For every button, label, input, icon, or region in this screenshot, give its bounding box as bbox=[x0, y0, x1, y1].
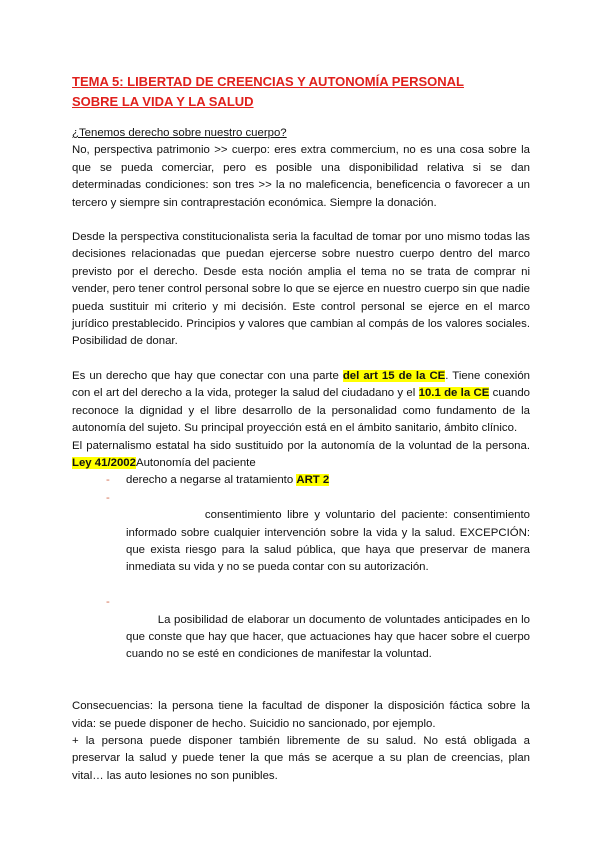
paragraph-patrimonio: No, perspectiva patrimonio >> cuerpo: eres extra commercium, no es una cosa sobre la que se pueda comerciar, pero es posible una disponibilidad relativa si se dan determinadas condiciones: son tres >> la no maleficencia, beneficencia o favorecer a un tercero y siempre sin contraprestación económica. Siempre la donación. bbox=[72, 144, 530, 209]
text-run: . Tiene conexión con el art del derecho a la vida, proteger la salud del ciudadano y el bbox=[72, 369, 530, 400]
paragraph-paternalismo bbox=[72, 438, 530, 473]
bullet-list bbox=[72, 472, 534, 681]
text-run: Autonomía del paciente bbox=[135, 456, 256, 469]
highlight-art-10-1: 10.1 de la CE bbox=[418, 387, 490, 400]
spacer bbox=[72, 212, 530, 229]
question-heading bbox=[72, 125, 530, 142]
highlight-ley: Ley 41/2002 bbox=[72, 456, 136, 469]
question-text: ¿Tenemos derecho sobre nuestro cuerpo? bbox=[72, 127, 287, 139]
highlight-art-15: del art 15 de la CE bbox=[342, 369, 446, 382]
paragraph-constitucional: Desde la perspectiva constitucionalista seria la facultad de tomar por uno mismo todas las decisiones relacionadas que puedan ejercerse sobre nuestro cuerpo dentro del marco previsto por el derecho. Desde esta noción amplia el tema no se trata de comprar ni vender, pero tener control personal sobre lo que se ejerce en nuestro cuerpo sin que nadie pueda sustituir mi criterio y mi decisión. Este control personal se ejerce en el marco jurídico prestablecido. Principios y valores que cambian al compás de los valores sociales. Posibilidad de donar. bbox=[72, 231, 530, 348]
spacer bbox=[72, 351, 530, 368]
paragraph-consecuencias: Consecuencias: la persona tiene la facultad de disponer la disposición fáctica sobre la vida: se puede disponer de hecho. Suicidio no sancionado, por ejemplo. bbox=[72, 700, 530, 730]
dash-bullet-icon: - bbox=[106, 474, 110, 487]
text-run: Es un derecho que hay que conectar con una parte bbox=[72, 369, 343, 382]
dash-bullet-icon: - bbox=[106, 491, 110, 504]
page-title bbox=[72, 72, 532, 112]
spacer bbox=[72, 681, 530, 698]
dash-bullet-icon: - bbox=[106, 596, 110, 609]
list-item bbox=[72, 594, 534, 681]
list-item-text: consentimiento libre y voluntario del paciente: consentimiento informado sobre cualquier intervención sobre la vida y la salud. EXCEPCIÓN: que exista riesgo para la salud pública, que haya que preservar de manera inmediata su vida y no se pueda contar con su autorización. bbox=[126, 509, 534, 574]
list-item bbox=[72, 490, 534, 594]
list-item bbox=[72, 472, 530, 489]
text-run: El paternalismo estatal ha sido sustituido por la autonomía de la voluntad de la persona. bbox=[72, 439, 530, 452]
paragraph-derecho bbox=[72, 368, 530, 438]
title-line-2: SOBRE LA VIDA Y LA SALUD bbox=[72, 94, 254, 109]
highlight-art-2: ART 2 bbox=[296, 474, 330, 487]
list-item-text: derecho a negarse al tratamiento bbox=[126, 474, 297, 487]
list-item-text: La posibilidad de elaborar un documento de voluntades anticipades en lo que conste que hay que hacer, que actuaciones hay que hacer sobre el cuerpo cuando no se esté en condiciones de manifestar la voluntad. bbox=[126, 613, 534, 661]
paragraph-salud: + la persona puede disponer también libremente de su salud. No está obligada a preservar la salud y puede tener la que más se acerque a su plan de creencias, plan vital… las auto lesiones no son punibles. bbox=[72, 735, 530, 782]
text-run: cuando reconoce la dignidad y el libre desarrollo de la personalidad como fundamento de la autonomía del sujeto. Su principal proyección está en el ámbito sanitario, ámbito clínico. bbox=[72, 387, 531, 435]
title-line-1: TEMA 5: LIBERTAD DE CREENCIAS Y AUTONOMÍA PERSONAL bbox=[72, 74, 464, 89]
document-body bbox=[72, 125, 534, 785]
